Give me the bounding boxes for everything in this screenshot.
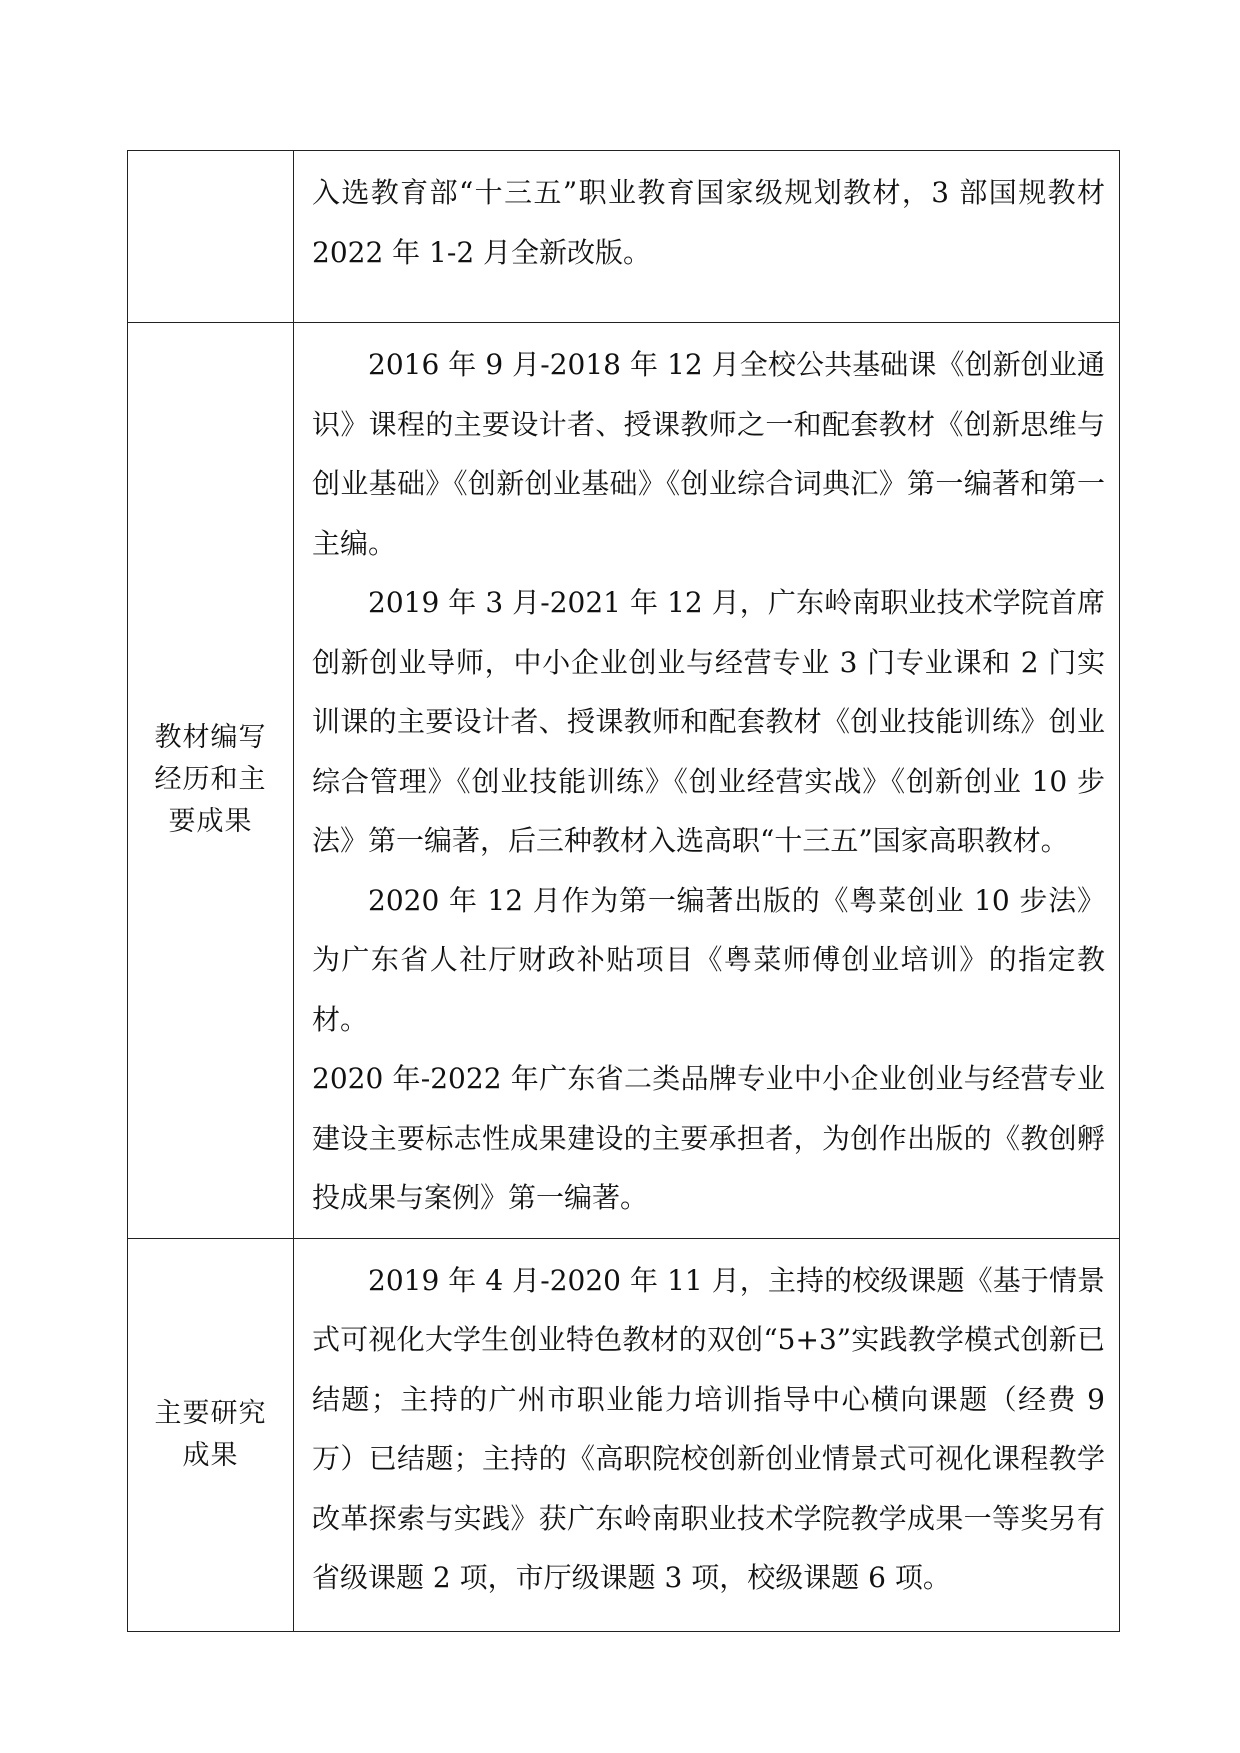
paragraph: 2020 年-2022 年广东省二类品牌专业中小企业创业与经营专业建设主要标志性成果建设的主要承担者，为创作出版的《教创孵投成果与案例》第一编著。	[312, 1062, 1105, 1214]
row-content-cell	[294, 323, 1120, 1239]
info-table	[127, 150, 1120, 1632]
row-label-cell	[128, 323, 294, 1239]
paragraph: 入选教育部“十三五”职业教育国家级规划教材，3 部国规教材 2022 年 1-2 月全新改版。	[312, 176, 1105, 269]
row-content-cell	[294, 151, 1120, 323]
table-row	[128, 1238, 1120, 1631]
row-content-cell	[294, 1238, 1120, 1631]
paragraph: 2016 年 9 月-2018 年 12 月全校公共基础课《创新创业通识》课程的主要设计者、授课教师之一和配套教材《创新思维与创业基础》《创新创业基础》《创业综合词典汇》第一编著和第一主编。	[312, 348, 1105, 560]
paragraph: 2019 年 3 月-2021 年 12 月，广东岭南职业技术学院首席创新创业导师，中小企业创业与经营专业 3 门专业课和 2 门实训课的主要设计者、授课教师和配套教材《创业技能训练》创业综合管理》《创业技能训练》《创业经营实战》《创新创业 10 步法》第一编著，后三种教材入选高职“十三五”国家高职教材。	[312, 586, 1105, 857]
row-label-cell	[128, 1238, 294, 1631]
row-label-cell	[128, 151, 294, 323]
table-row	[128, 151, 1120, 323]
row-label: 主要研究成果	[154, 1397, 267, 1471]
paragraph: 2019 年 4 月-2020 年 11 月，主持的校级课题《基于情景式可视化大学生创业特色教材的双创“5+3”实践教学模式创新已结题；主持的广州市职业能力培训指导中心横向课题（经费 9 万）已结题；主持的《高职院校创新创业情景式可视化课程教学改革探索与实践》获广东岭南职业技术学院教学成果一等奖另有省级课题 2 项，市厅级课题 3 项，校级课题 6 项。	[312, 1263, 1105, 1594]
paragraph: 2020 年 12 月作为第一编著出版的《粤菜创业 10 步法》为广东省人社厅财政补贴项目《粤菜师傅创业培训》的指定教材。	[312, 883, 1105, 1036]
row-label: 教材编写经历和主要成果	[154, 722, 267, 838]
table-row	[128, 323, 1120, 1239]
